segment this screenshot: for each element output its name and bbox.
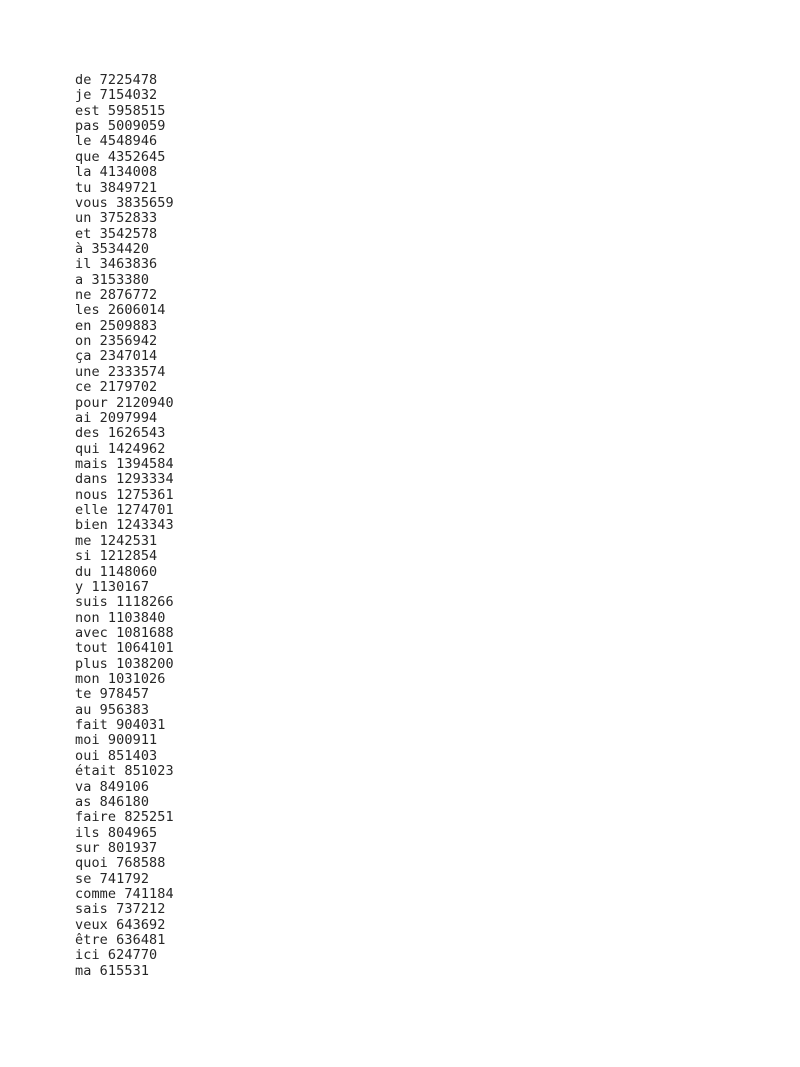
word-frequency-line: oui 851403 [75,747,158,764]
word-frequency-line: pas 5009059 [75,118,166,135]
word-frequency-line: tu 3849721 [75,179,158,196]
word-frequency-line: avec 1081688 [75,624,174,641]
word-frequency-line: dans 1293334 [75,471,174,488]
word-frequency-line: en 2509883 [75,317,158,334]
word-frequency-line: vous 3835659 [75,194,174,211]
word-frequency-line: était 851023 [75,763,174,780]
word-frequency-line: il 3463836 [75,256,158,273]
word-frequency-line: la 4134008 [75,164,158,181]
word-frequency-line: ici 624770 [75,947,158,964]
word-frequency-line: être 636481 [75,932,166,949]
word-frequency-line: moi 900911 [75,732,158,749]
word-frequency-line: sais 737212 [75,901,166,918]
word-frequency-list [75,73,174,979]
word-frequency-line: sur 801937 [75,839,158,856]
word-frequency-line: ça 2347014 [75,348,158,365]
word-frequency-line: bien 1243343 [75,517,174,534]
word-frequency-line: faire 825251 [75,809,174,826]
word-frequency-line: va 849106 [75,778,150,795]
word-frequency-line: à 3534420 [75,240,150,257]
word-frequency-line: as 846180 [75,793,150,810]
word-frequency-line: ne 2876772 [75,287,158,304]
word-frequency-line: a 3153380 [75,271,150,288]
word-frequency-line: elle 1274701 [75,502,174,519]
word-frequency-line: ai 2097994 [75,409,158,426]
word-frequency-line: ils 804965 [75,824,158,841]
word-frequency-line: fait 904031 [75,717,166,734]
word-frequency-line: non 1103840 [75,609,166,626]
word-frequency-line: qui 1424962 [75,440,166,457]
word-frequency-line: nous 1275361 [75,486,174,503]
word-frequency-line: tout 1064101 [75,640,174,657]
word-frequency-line: ce 2179702 [75,379,158,396]
word-frequency-line: une 2333574 [75,363,166,380]
word-frequency-line: du 1148060 [75,563,158,580]
word-frequency-line: pour 2120940 [75,394,174,411]
word-frequency-line: des 1626543 [75,425,166,442]
word-frequency-line: quoi 768588 [75,855,166,872]
word-frequency-line: te 978457 [75,686,150,703]
word-frequency-line: comme 741184 [75,886,174,903]
word-frequency-line: et 3542578 [75,225,158,242]
word-frequency-line: me 1242531 [75,532,158,549]
word-frequency-line: ma 615531 [75,962,150,979]
word-frequency-line: les 2606014 [75,302,166,319]
word-frequency-line: on 2356942 [75,333,158,350]
word-frequency-line: si 1212854 [75,548,158,565]
word-frequency-line: le 4548946 [75,133,158,150]
word-frequency-line: est 5958515 [75,102,166,119]
word-frequency-line: plus 1038200 [75,655,174,672]
word-frequency-line: de 7225478 [75,72,158,88]
word-frequency-line: au 956383 [75,701,150,718]
word-frequency-line: que 4352645 [75,148,166,165]
word-frequency-line: suis 1118266 [75,594,174,611]
word-frequency-line: mon 1031026 [75,671,166,688]
word-frequency-line: je 7154032 [75,87,158,104]
word-frequency-line: veux 643692 [75,916,166,933]
word-frequency-line: un 3752833 [75,210,158,227]
word-frequency-line: mais 1394584 [75,455,174,472]
word-frequency-line: y 1130167 [75,578,150,595]
word-frequency-line: se 741792 [75,870,150,887]
